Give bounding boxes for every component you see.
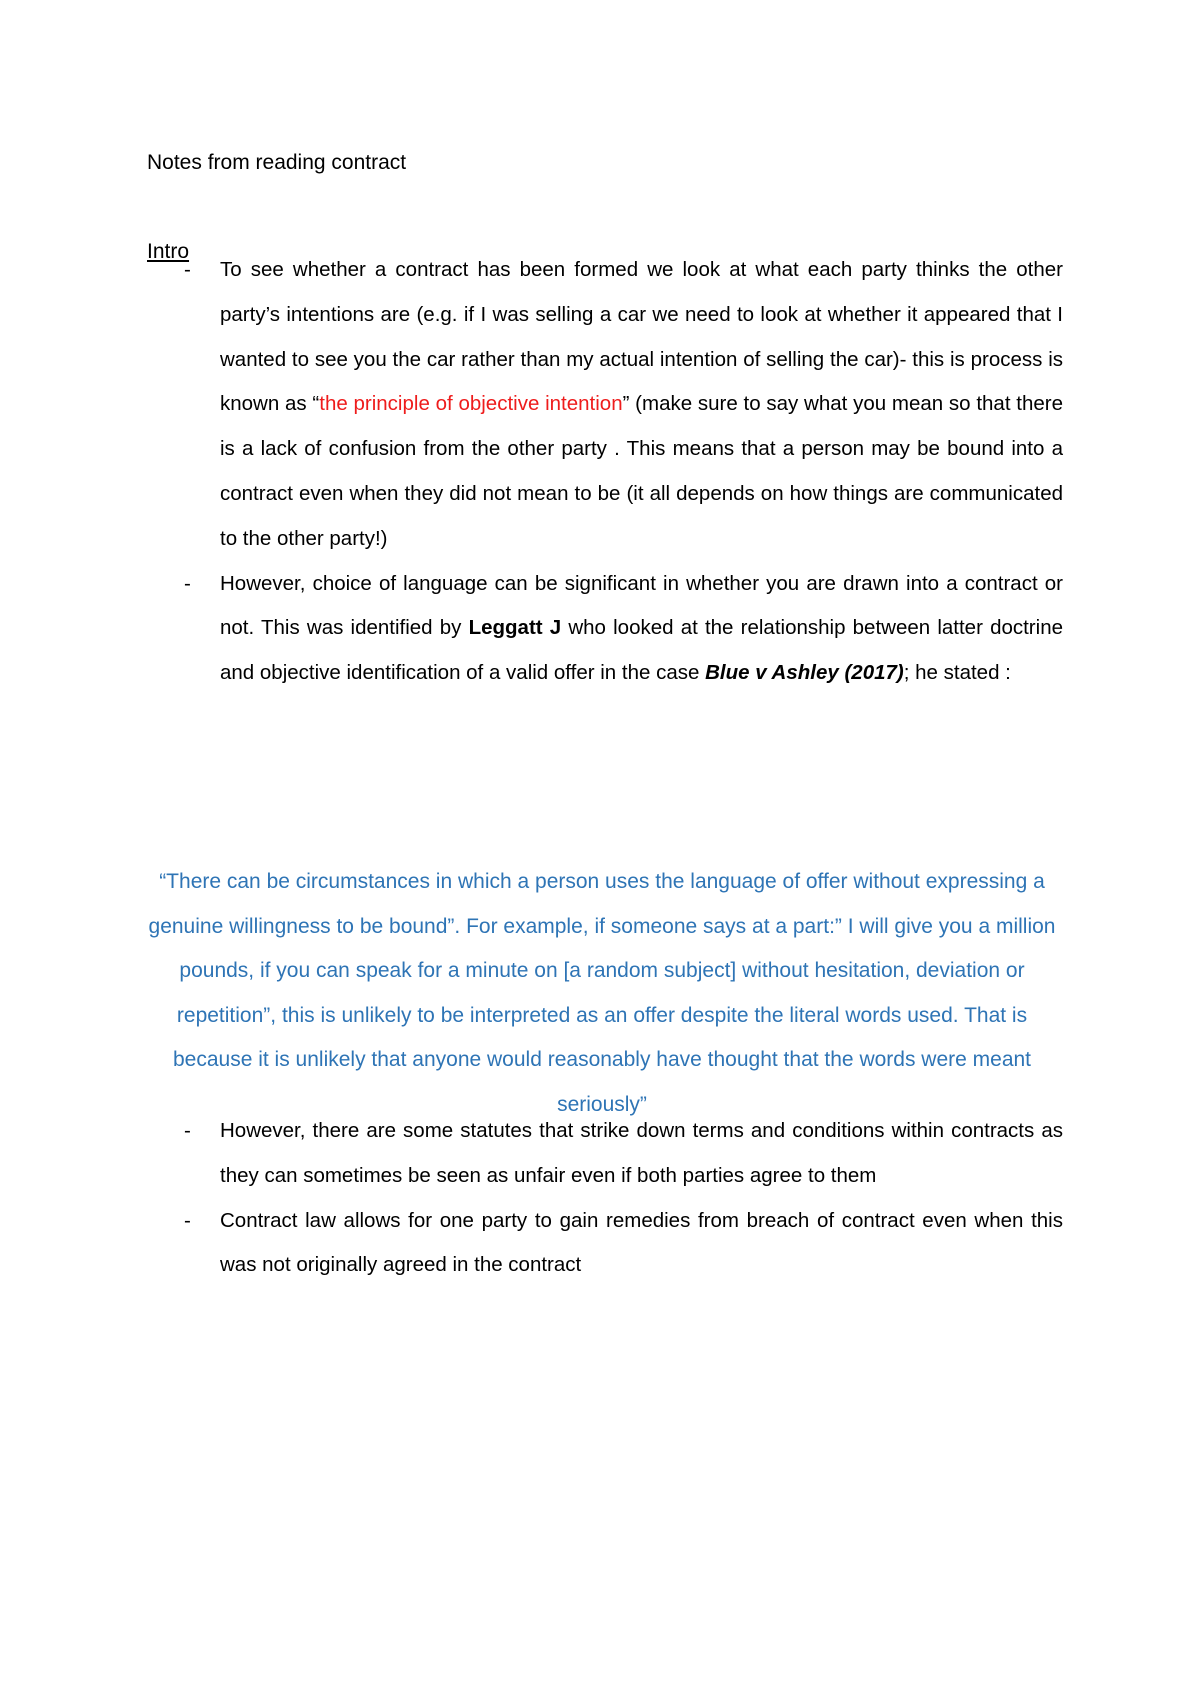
bullet-text: ” (make sure to say what you mean so that there is a lack of confusion from the other party . This means that a person may be bound into a contract even when they did not mean to be (it all depends on how things are communicated to the other party!) <box>220 392 1063 550</box>
quotation-block: “There can be circumstances in which a person uses the language of offer without expressing a genuine willingness to be bound”. For example, if someone says at a part:” I will give you a million pounds, if you can speak for a minute on [a random subject] without hesitation, deviation or repetition”, this is unlikely to be interpreted as an offer despite the literal words used. That is because it is unlikely that anyone would reasonably have thought that the words were meant seriously” <box>148 870 1056 1116</box>
case-citation: Blue v Ashley (2017) <box>705 661 904 685</box>
bullet-marker: - <box>184 571 191 595</box>
bullet-text: To see whether a contract has been formed we look at what each party thinks the other party’s intentions are (e.g. if I was selling a car we need to look at whether it appeared that I wanted to see you the car rather than my actual intention of selling the car)- this is process is known as “ <box>220 258 1063 416</box>
bullet-marker: - <box>184 1119 191 1142</box>
bullet-item-remedies <box>147 1199 1063 1289</box>
bullet-item-choice-of-language <box>147 562 1063 696</box>
bullet-text: ; he stated : <box>903 661 1011 685</box>
bullet-marker: - <box>184 258 191 281</box>
section-heading-intro: Intro <box>147 240 190 263</box>
bullet-item-statutes <box>147 1109 1063 1199</box>
judge-name: Leggatt J <box>468 616 562 640</box>
highlighted-term: the principle of objective intention <box>319 392 623 416</box>
document-title: Notes from reading contract <box>147 151 407 174</box>
bullet-marker: - <box>184 1208 191 1232</box>
bullet-text: Contract law allows for one party to gain remedies from breach of contract even when this was not originally agreed in the contract <box>220 1208 1063 1277</box>
bullet-item-objective-intention <box>147 248 1063 562</box>
bullet-text: who looked at the relationship between latter doctrine and objective identification of a valid offer in the case <box>220 616 1063 685</box>
bullet-text: However, there are some statutes that strike down terms and conditions within contracts as they can sometimes be seen as unfair even if both parties agree to them <box>220 1119 1063 1187</box>
bullet-list-statutes <box>147 1109 1063 1288</box>
bullet-list-intro <box>147 248 1063 696</box>
bullet-text: However, choice of language can be significant in whether you are drawn into a contract or not. This was identified by <box>220 571 1063 640</box>
